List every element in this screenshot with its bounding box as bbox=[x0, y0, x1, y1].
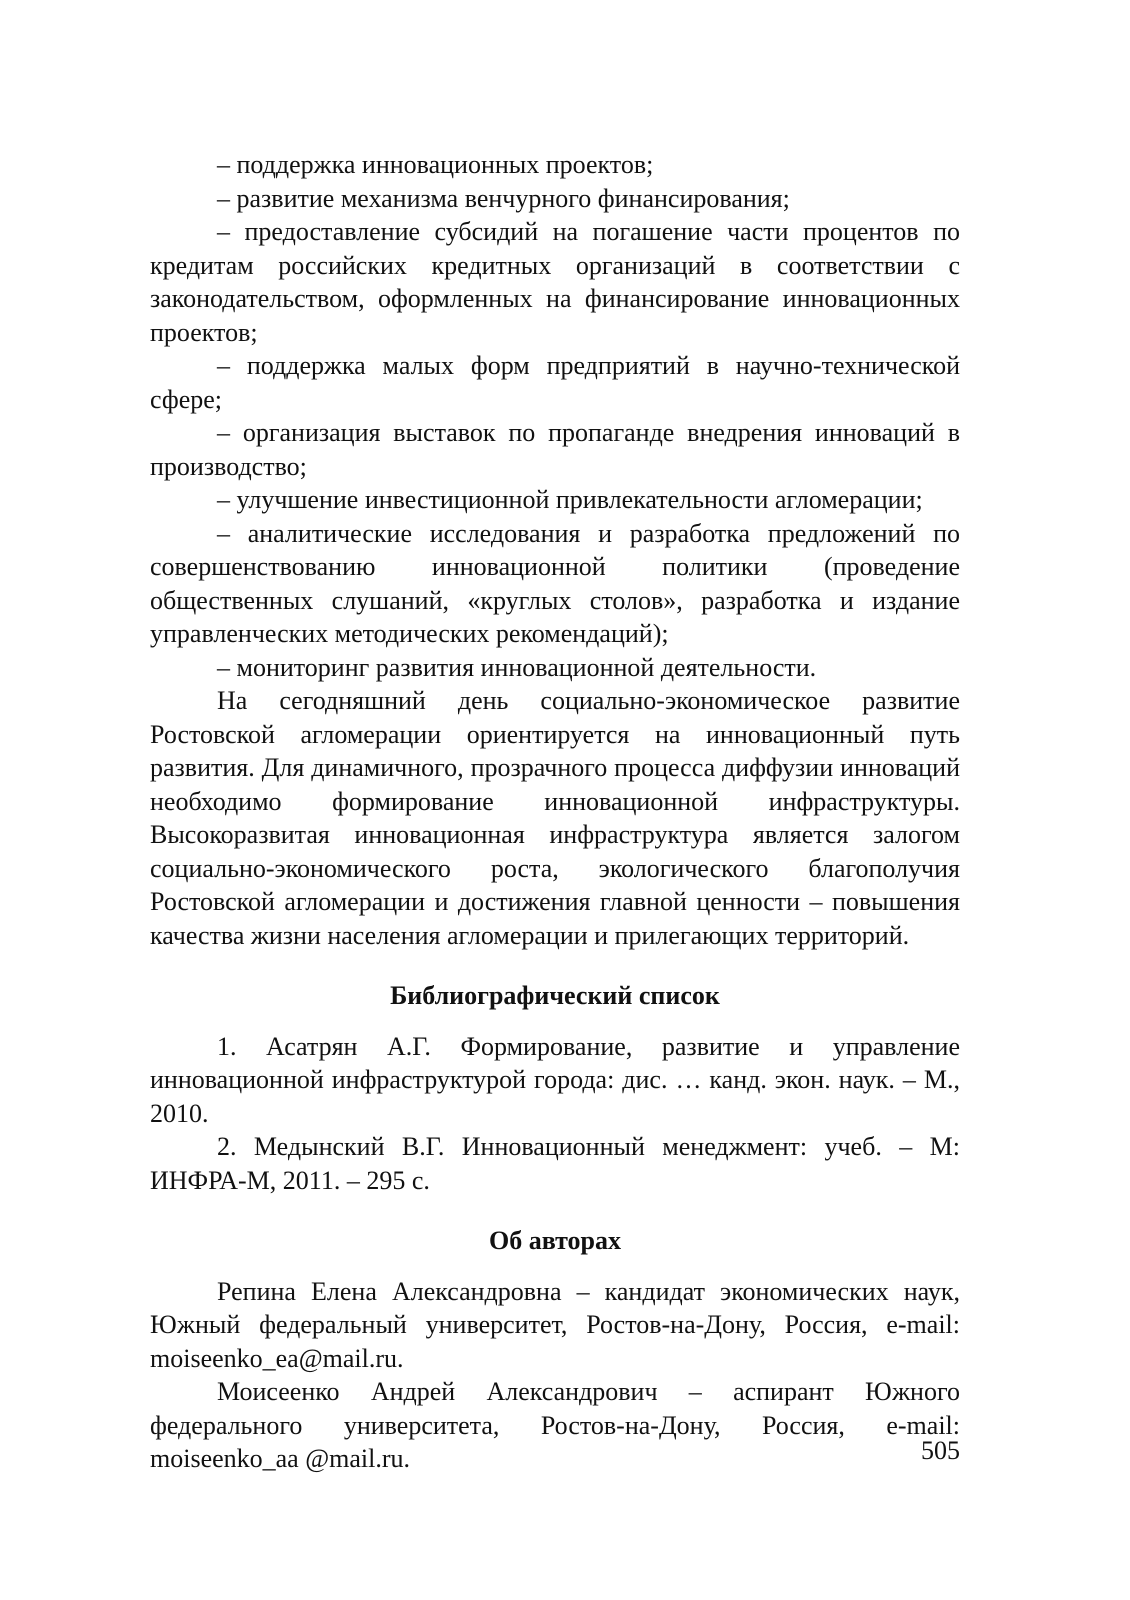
document-page bbox=[150, 148, 960, 1476]
list-item: – организация выставок по пропаганде внедрения инноваций в производство; bbox=[150, 418, 960, 481]
list-item: – мониторинг развития инновационной деятельности. bbox=[217, 652, 817, 682]
conclusion-paragraph: На сегодняшний день социально-экономическое развитие Ростовской агломерации ориентируется на инновационный путь развития. Для динамичного, прозрачного процесса диффузии инноваций необходимо формирование инновационной инфраструктуры. Высокоразвитая инновационная инфраструктура является залогом социально-экономического роста, экологического благополучия Ростовской агломерации и достижения главной ценности – повышения качества жизни населения агломерации и прилегающих территорий. bbox=[150, 686, 960, 950]
bibliography-heading: Библиографический список bbox=[390, 981, 720, 1010]
list-item: – развитие механизма венчурного финансирования; bbox=[217, 183, 790, 213]
bibliography-item: 1. Асатрян А.Г. Формирование, развитие и управление инновационной инфраструктурой города: дис. … канд. экон. наук. – М., 2010. bbox=[150, 1031, 960, 1128]
list-item: – аналитические исследования и разработка предложений по совершенствованию инновационной политики (проведение общественных слушаний, «круглых столов», разработка и издание управленческих методических рекомендаций); bbox=[150, 518, 960, 648]
list-item: – поддержка инновационных проектов; bbox=[217, 150, 654, 179]
page-number: 505 bbox=[921, 1436, 960, 1465]
list-item: – предоставление субсидий на погашение части процентов по кредитам российских кредитных организаций в соответствии с законодательством, оформленных на финансирование инновационных проектов; bbox=[150, 217, 960, 347]
list-item: – поддержка малых форм предприятий в научно-технической сфере; bbox=[150, 351, 960, 414]
bibliography-item: 2. Медынский В.Г. Инновационный менеджмент: учеб. – М: ИНФРА-М, 2011. – 295 с. bbox=[150, 1132, 960, 1195]
list-item: – улучшение инвестиционной привлекательности агломерации; bbox=[217, 485, 923, 514]
author-item: Моисеенко Андрей Александрович – аспирант Южного федерального университета, Ростов-на-Дону, Россия, e-mail: moiseenko_aa @mail.ru. bbox=[150, 1377, 960, 1473]
authors-heading: Об авторах bbox=[488, 1226, 621, 1255]
author-item: Репина Елена Александровна – кандидат экономических наук, Южный федеральный университет, Ростов-на-Дону, Россия, e-mail: moiseenko_ea@mail.ru. bbox=[150, 1276, 960, 1373]
